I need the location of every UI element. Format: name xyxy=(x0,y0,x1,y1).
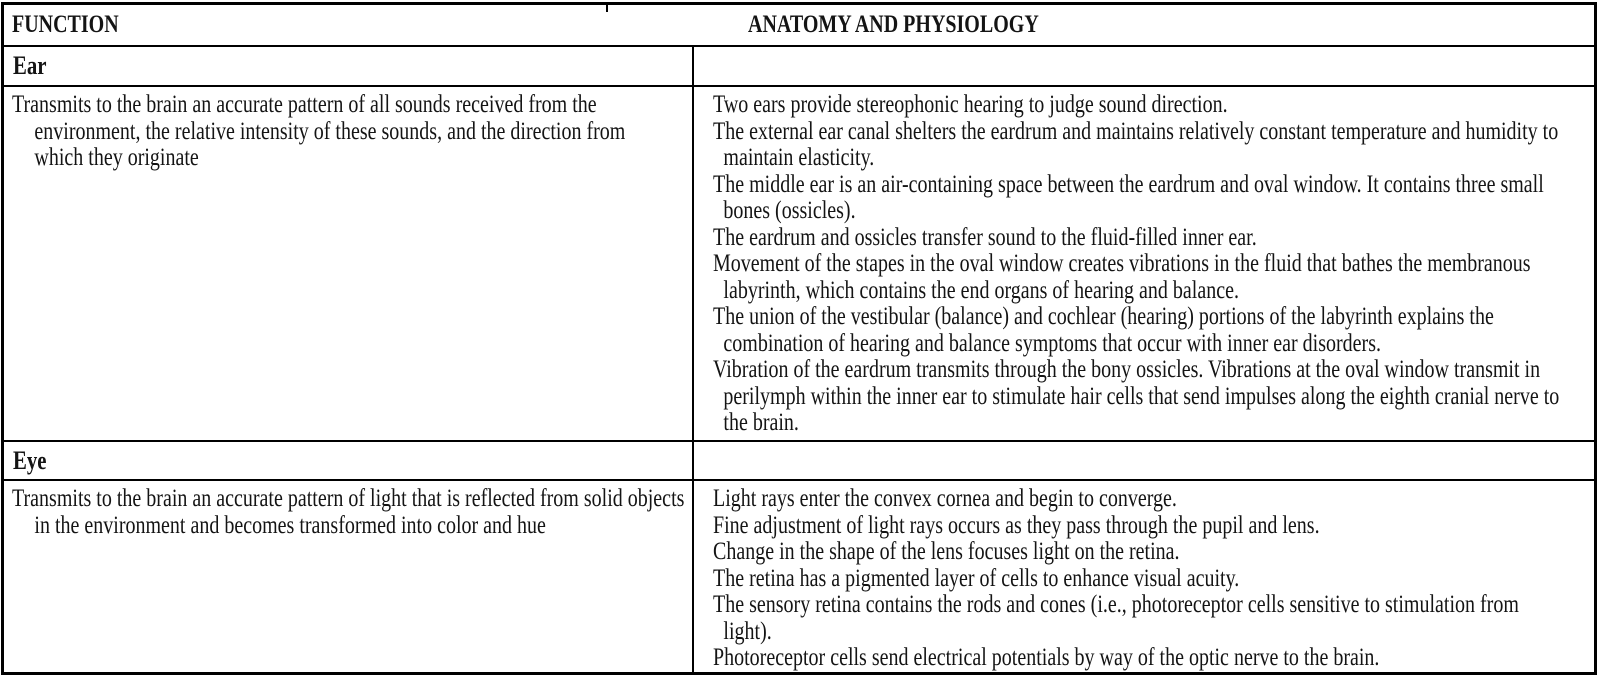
ear-anatomy-item: The eardrum and ossicles transfer sound to the fluid-filled inner ear. xyxy=(713,223,1257,251)
eye-anatomy-item: Change in the shape of the lens focuses light on the retina. xyxy=(713,538,1180,565)
eye-label-cell xyxy=(4,442,694,479)
eye-function-cell xyxy=(4,481,694,674)
ear-label-empty-cell xyxy=(694,47,1594,85)
section-label-eye: Eye xyxy=(13,446,47,475)
section-row-ear xyxy=(4,47,1594,87)
ear-anatomy-item: Two ears provide stereophonic hearing to judge sound direction. xyxy=(713,91,1228,118)
eye-function-text: Transmits to the brain an accurate pattern of light that is reflected from solid objects in the environment and becomes transformed into color and hue xyxy=(12,485,685,539)
ear-anatomy-item: Movement of the stapes in the oval window creates vibrations in the fluid that bathes the membranous labyrinth, which contains the end organs of hearing and balance. xyxy=(713,250,1531,304)
table-header-row xyxy=(4,5,1594,47)
ear-anatomy-item: Vibration of the eardrum transmits through the bony ossicles. Vibrations at the oval window transmit in perilymph within the inner ear to stimulate hair cells that send impulses along the eighth cranial nerve to the brain. xyxy=(713,356,1560,436)
eye-anatomy-item: Fine adjustment of light rays occurs as they pass through the pupil and lens. xyxy=(713,511,1320,539)
eye-anatomy-item: Photoreceptor cells send electrical potentials by way of the optic nerve to the brain. xyxy=(713,644,1380,671)
ear-body-row xyxy=(4,87,1594,442)
eye-anatomy-item: The retina has a pigmented layer of cells to enhance visual acuity. xyxy=(713,564,1240,592)
eye-anatomy-cell xyxy=(694,481,1594,674)
section-label-ear: Ear xyxy=(13,51,47,80)
section-row-eye xyxy=(4,442,1594,481)
function-anatomy-table xyxy=(1,2,1597,675)
eye-body-row xyxy=(4,481,1594,674)
column-header-function: FUNCTION xyxy=(12,11,119,38)
eye-anatomy-item: Light rays enter the convex cornea and begin to converge. xyxy=(713,485,1177,512)
ear-anatomy-item: The union of the vestibular (balance) and cochlear (hearing) portions of the labyrinth explains the combination of hearing and balance symptoms that occur with inner ear disorders. xyxy=(713,303,1494,357)
ear-label-cell xyxy=(4,47,694,85)
eye-label-empty-cell xyxy=(694,442,1594,479)
eye-anatomy-item: The sensory retina contains the rods and cones (i.e., photoreceptor cells sensitive to stimulation from light). xyxy=(713,591,1519,645)
ear-anatomy-item: The external ear canal shelters the eardrum and maintains relatively constant temperature and humidity to maintain elasticity. xyxy=(713,117,1559,171)
ear-anatomy-cell xyxy=(694,87,1594,440)
ear-anatomy-item: The middle ear is an air-containing space between the eardrum and oval window. It contains three small bones (ossicles). xyxy=(713,170,1544,224)
ear-function-text: Transmits to the brain an accurate pattern of all sounds received from the environment, the relative intensity of these sounds, and the direction from which they originate xyxy=(12,91,626,171)
ear-function-cell xyxy=(4,87,694,440)
column-divider-tick xyxy=(606,5,608,12)
column-header-anatomy-and-physiology: ANATOMY AND PHYSIOLOGY xyxy=(748,11,1039,38)
